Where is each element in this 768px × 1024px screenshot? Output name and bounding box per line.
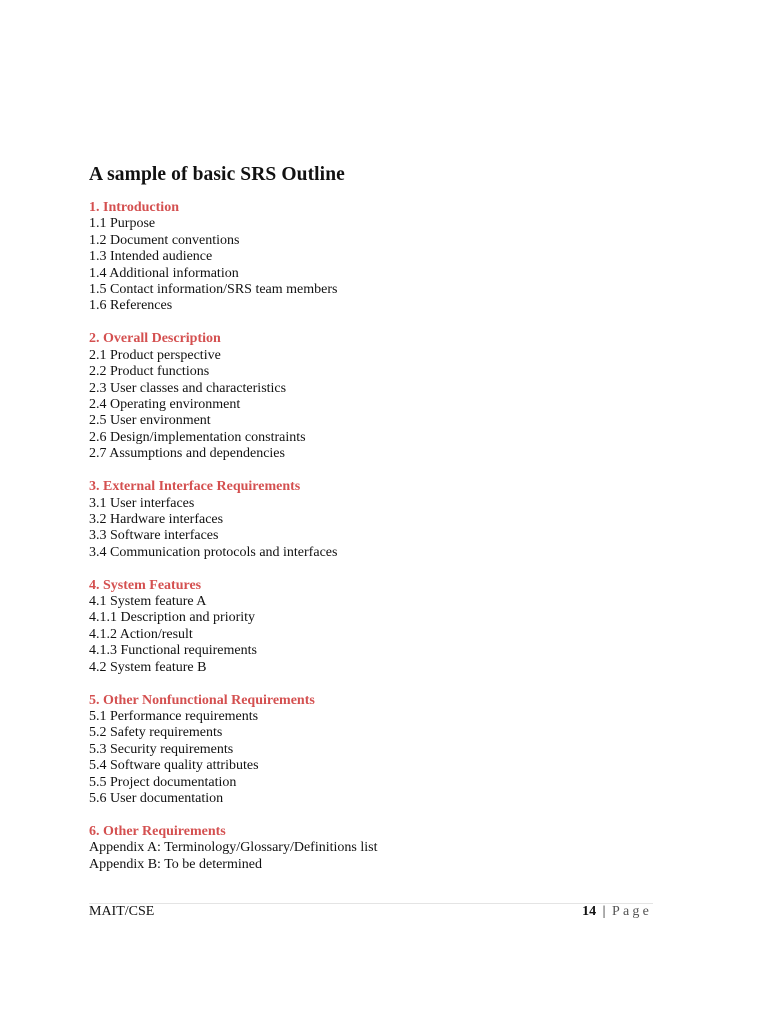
outline-item: 4.1 System feature A (89, 594, 207, 610)
page-number: 14 (582, 904, 597, 919)
outline-item: 1.3 Intended audience (89, 249, 213, 265)
outline-item: 5.1 Performance requirements (89, 708, 259, 724)
section-item-list (89, 216, 649, 314)
outline-item: 4.1.3 Functional requirements (89, 643, 257, 659)
section-heading: 3. External Interface Requirements (89, 479, 301, 495)
outline-item: 2.2 Product functions (89, 364, 210, 380)
outline-item: Appendix A: Terminology/Glossary/Definitions list (89, 840, 378, 856)
outline-item: 2.3 User classes and characteristics (89, 380, 287, 396)
outline-item: 3.4 Communication protocols and interfaces (89, 544, 338, 560)
outline-item: 2.5 User environment (89, 413, 211, 429)
outline-section (89, 200, 649, 315)
footer-org: MAIT/CSE (89, 904, 155, 919)
outline-item: 2.1 Product perspective (89, 347, 221, 363)
outline-item: 4.2 System feature B (89, 659, 207, 675)
outline-item: 2.4 Operating environment (89, 396, 241, 412)
outline-item: 1.4 Additional information (89, 265, 239, 281)
section-item-list (89, 709, 649, 807)
footer-divider (89, 903, 653, 904)
outline-item: 2.7 Assumptions and dependencies (89, 446, 285, 462)
section-heading: 4. System Features (89, 577, 202, 593)
outline-item: 5.6 User documentation (89, 791, 224, 806)
section-item-list (89, 348, 649, 463)
section-heading: 1. Introduction (89, 200, 179, 215)
outline-item: 2.6 Design/implementation constraints (89, 429, 306, 445)
outline-item: 1.6 References (89, 298, 173, 314)
section-item-list (89, 594, 649, 676)
outline-item: 1.1 Purpose (89, 216, 156, 232)
section-item-list (89, 496, 649, 562)
section-heading: 6. Other Requirements (89, 823, 226, 839)
outline-section (89, 578, 649, 676)
outline-item: 3.3 Software interfaces (89, 528, 219, 544)
section-item-list (89, 840, 649, 873)
page-label: Page (611, 904, 652, 919)
outline-item: 3.1 User interfaces (89, 495, 195, 511)
outline-item: 5.5 Project documentation (89, 774, 237, 790)
outline-section (89, 331, 649, 462)
outline-section (89, 824, 649, 873)
page-separator: | (602, 904, 606, 919)
outline-item: 3.2 Hardware interfaces (89, 511, 224, 527)
section-heading: 2. Overall Description (89, 331, 221, 347)
outline-item: Appendix B: To be determined (89, 856, 262, 872)
outline-item: 4.1.1 Description and priority (89, 610, 256, 626)
outline-item: 5.4 Software quality attributes (89, 758, 259, 774)
section-heading: 5. Other Nonfunctional Requirements (89, 692, 315, 708)
page-footer (582, 904, 652, 920)
document-title: A sample of basic SRS Outline (89, 164, 345, 185)
outline-item: 1.2 Document conventions (89, 232, 240, 248)
outline-item: 1.5 Contact information/SRS team members (89, 282, 338, 298)
outline-section (89, 693, 649, 808)
outline-item: 4.1.2 Action/result (89, 626, 193, 642)
outline-item: 5.2 Safety requirements (89, 725, 223, 741)
srs-outline (89, 200, 649, 890)
outline-item: 5.3 Security requirements (89, 741, 234, 757)
outline-section (89, 479, 649, 561)
